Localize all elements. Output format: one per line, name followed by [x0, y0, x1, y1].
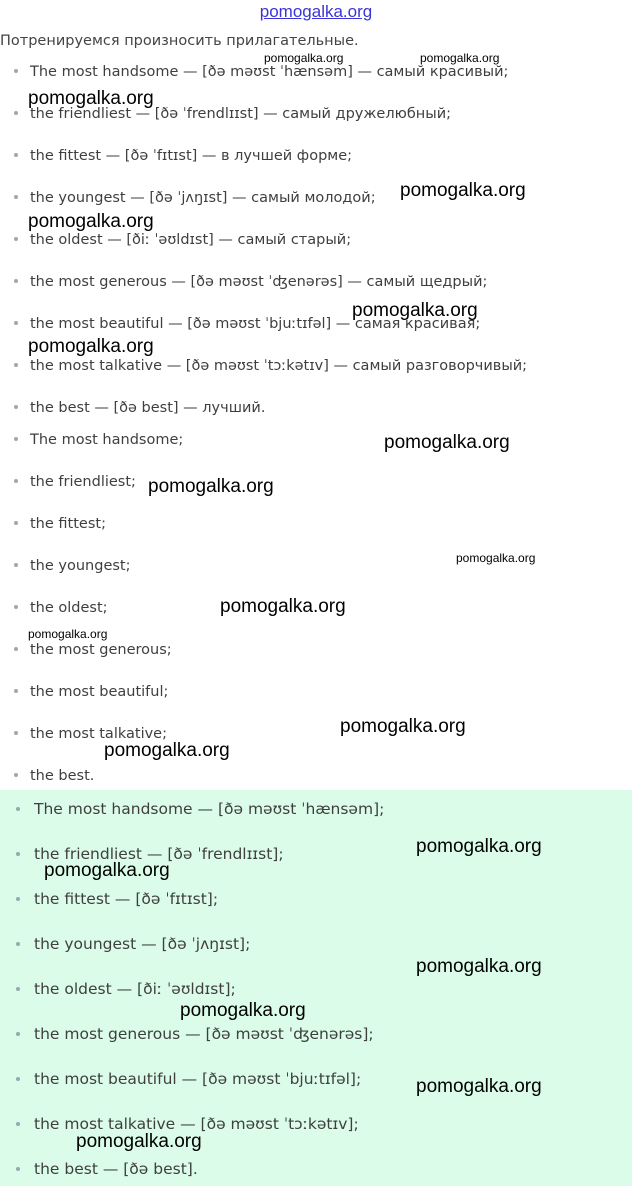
list-item: the oldest — [ðiː ˈəʊldɪst] — самый старый;: [14, 232, 351, 248]
bullet-icon: [16, 942, 20, 946]
bullet-icon: [16, 1032, 20, 1036]
bullet-icon: [16, 1122, 20, 1126]
bullet-icon: [14, 237, 18, 241]
bullet-icon: [14, 647, 18, 651]
bullet-icon: [14, 773, 18, 777]
list-item: The most handsome — [ðə məʊst ˈhænsəm];: [16, 800, 384, 818]
bullet-icon: [16, 1077, 20, 1081]
watermark: pomogalka.org: [456, 551, 536, 565]
list-item: the most talkative;: [14, 726, 167, 742]
bullet-icon: [14, 153, 18, 157]
watermark: pomogalka.org: [416, 1076, 542, 1097]
watermark: pomogalka.org: [420, 51, 500, 65]
list-item: the youngest;: [14, 558, 131, 574]
list-item: the most talkative — [ðə məʊst ˈtɔːkətɪv] — самый разговорчивый;: [14, 358, 527, 374]
list-item: the most beautiful — [ðə məʊst ˈbjuːtɪfəl] — самая красивая;: [14, 316, 480, 332]
watermark: pomogalka.org: [400, 180, 526, 201]
bullet-icon: [14, 437, 18, 441]
bullet-icon: [14, 605, 18, 609]
bullet-icon: [14, 405, 18, 409]
list-item: the oldest — [ðiː ˈəʊldɪst];: [16, 980, 236, 998]
list-item: the most beautiful — [ðə məʊst ˈbjuːtɪfəl];: [16, 1070, 361, 1088]
list-item: the fittest;: [14, 516, 106, 532]
bullet-icon: [14, 363, 18, 367]
list-item: the most generous — [ðə məʊst ˈʤenərəs];: [16, 1025, 374, 1043]
watermark: pomogalka.org: [352, 300, 478, 321]
watermark: pomogalka.org: [76, 1131, 202, 1152]
list-item: the most talkative — [ðə məʊst ˈtɔːkətɪv];: [16, 1115, 359, 1133]
list-item: the friendliest — [ðə ˈfrendlɪɪst] — самый дружелюбный;: [14, 106, 451, 122]
bullet-icon: [14, 521, 18, 525]
watermark: pomogalka.org: [384, 432, 510, 453]
watermark: pomogalka.org: [148, 476, 274, 497]
list-item: the fittest — [ðə ˈfɪtɪst];: [16, 890, 218, 908]
list-item: the friendliest;: [14, 474, 136, 490]
watermark: pomogalka.org: [28, 627, 108, 641]
bullet-icon: [16, 1167, 20, 1171]
list-item: the best.: [14, 768, 94, 784]
watermark: pomogalka.org: [416, 956, 542, 977]
bullet-icon: [14, 279, 18, 283]
list-item: the youngest — [ðə ˈjʌŋɪst];: [16, 935, 250, 953]
watermark: pomogalka.org: [28, 211, 154, 232]
watermark: pomogalka.org: [180, 1000, 306, 1021]
watermark: pomogalka.org: [28, 336, 154, 357]
bullet-icon: [14, 689, 18, 693]
watermark: pomogalka.org: [44, 860, 170, 881]
watermark: pomogalka.org: [340, 716, 466, 737]
bullet-icon: [14, 563, 18, 567]
top-site-link[interactable]: pomogalka.org: [259, 2, 373, 21]
intro-text: Потренируемся произносить прилагательные.: [0, 33, 359, 49]
list-item: the most generous — [ðə məʊst ˈʤenərəs] — самый щедрый;: [14, 274, 487, 290]
list-item: the most beautiful;: [14, 684, 168, 700]
list-item: The most handsome — [ðə məʊst ˈhænsəm] — самый красивый;: [14, 64, 508, 80]
list-item: the best — [ðə best].: [16, 1160, 198, 1178]
watermark: pomogalka.org: [416, 836, 542, 857]
bullet-icon: [14, 479, 18, 483]
bullet-icon: [14, 69, 18, 73]
list-item: the oldest;: [14, 600, 108, 616]
bullet-icon: [14, 195, 18, 199]
watermark: pomogalka.org: [104, 740, 230, 761]
list-item: The most handsome;: [14, 432, 183, 448]
list-item: the most generous;: [14, 642, 172, 658]
watermark: pomogalka.org: [220, 596, 346, 617]
watermark: pomogalka.org: [28, 88, 154, 109]
list-item: the fittest — [ðə ˈfɪtɪst] — в лучшей форме;: [14, 148, 352, 164]
bullet-icon: [14, 731, 18, 735]
bullet-icon: [14, 111, 18, 115]
bullet-icon: [14, 321, 18, 325]
bullet-icon: [16, 987, 20, 991]
list-item: the youngest — [ðə ˈjʌŋɪst] — самый молодой;: [14, 190, 376, 206]
bullet-icon: [16, 852, 20, 856]
bullet-icon: [16, 807, 20, 811]
list-item: the friendliest — [ðə ˈfrendlɪɪst];: [16, 845, 284, 863]
list-item: the best — [ðə best] — лучший.: [14, 400, 265, 416]
bullet-icon: [16, 897, 20, 901]
watermark: pomogalka.org: [264, 51, 344, 65]
